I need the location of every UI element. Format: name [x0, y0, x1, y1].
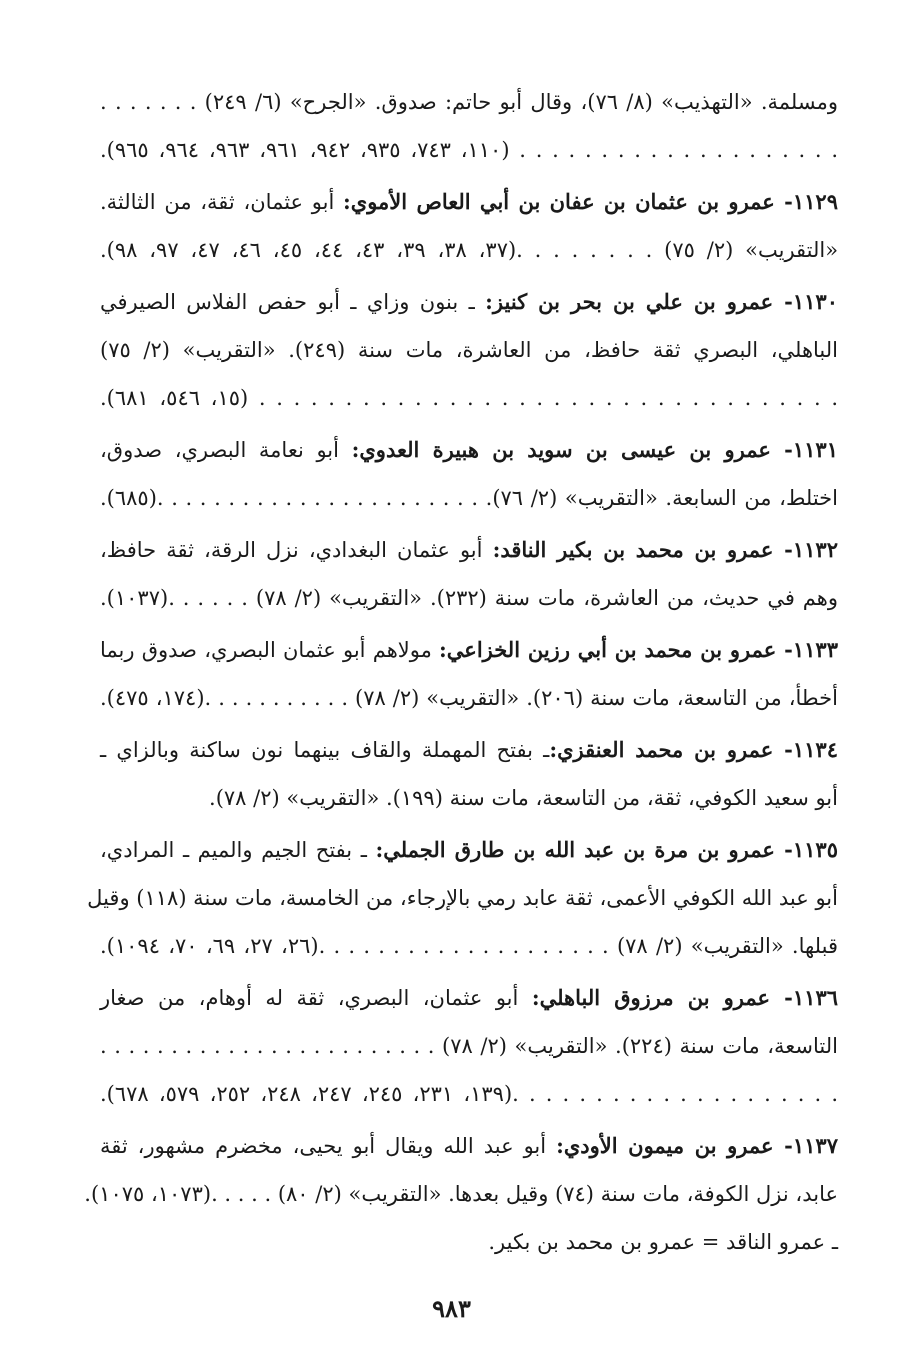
text-line: وهم في حديث، من العاشرة، مات سنة (٢٣٢). «التقريب» (٢/ ٧٨) . . . . . .(١٠٣٧).	[100, 586, 838, 610]
text-line: أبو عبد الله الكوفي الأعمى، ثقة عابد رمي بالإرجاء، من الخامسة، مات سنة (١١٨) وقيل	[87, 886, 838, 910]
text-line: . . . . . . . . . . . . . . . . . . . .(١٣٩، ٢٣١، ٢٤٥، ٢٤٧، ٢٤٨، ٢٥٢، ٥٧٩، ٦٧٨).	[100, 1082, 839, 1106]
entry-1135-heading: ١١٣٥- عمرو بن مرة بن عبد الله بن طارق الجملي: ـ بفتح الجيم والميم ـ المرادي،	[100, 837, 838, 862]
text-line: اختلط، من السابعة. «التقريب» (٢/ ٧٦). . . . . . . . . . . . . . . . . . . . . . . .(٦٨٥).	[100, 486, 838, 510]
document-body	[84, 78, 839, 1266]
entry-1132-heading: ١١٣٢- عمرو بن محمد بن بكير الناقد: أبو عثمان البغدادي، نزل الرقة، ثقة حافظ،	[100, 537, 838, 562]
text-line: التاسعة، مات سنة (٢٢٤). «التقريب» (٢/ ٧٨) . . . . . . . . . . . . . . . . . . . . . . . .	[100, 1034, 838, 1058]
page-number: ٩٨٣	[432, 1294, 471, 1323]
text-line: «التقريب» (٢/ ٧٥) . . . . . . . .(٣٧، ٣٨، ٣٩، ٤٣، ٤٤، ٤٥، ٤٦، ٤٧، ٩٧، ٩٨).	[100, 238, 839, 262]
entry-1133-heading: ١١٣٣- عمرو بن محمد بن أبي رزين الخزاعي: مولاهم أبو عثمان البصري، صدوق ربما	[100, 637, 838, 662]
entry-1137-heading: ١١٣٧- عمرو بن ميمون الأودي: أبو عبد الله ويقال أبو يحيى، مخضرم مشهور، ثقة	[100, 1133, 838, 1158]
entry-1129-heading: ١١٢٩- عمرو بن عثمان بن عفان بن أبي العاص الأموي: أبو عثمان، ثقة، من الثالثة.	[100, 189, 838, 214]
text-line: عابد، نزل الكوفة، مات سنة (٧٤) وقيل بعدها. «التقريب» (٢/ ٨٠) . . . . .(١٠٧٣، ١٠٧٥).	[84, 1182, 838, 1206]
text-line: . . . . . . . . . . . . . . . . . . . . . . . . . . . . . . . . . . (١٥، ٥٤٦، ٦٨١).	[100, 386, 838, 410]
text-line: أخطأ، من التاسعة، مات سنة (٢٠٦). «التقريب» (٢/ ٧٨) . . . . . . . . . . .(١٧٤، ٤٧٥).	[100, 686, 838, 710]
entry-1136-heading: ١١٣٦- عمرو بن مرزوق الباهلي: أبو عثمان، البصري، ثقة له أوهام، من صغار	[100, 985, 839, 1010]
text-line: أبو سعيد الكوفي، ثقة، من التاسعة، مات سنة (١٩٩). «التقريب» (٢/ ٧٨).	[209, 786, 838, 810]
entry-1134-heading: ١١٣٤- عمرو بن محمد العنقزي:ـ بفتح المهملة والقاف بينهما نون ساكنة وبالزاي ـ	[100, 737, 838, 762]
text-line: الباهلي، البصري ثقة حافظ، من العاشرة، مات سنة (٢٤٩). «التقريب» (٢/ ٧٥)	[100, 338, 838, 362]
entry-1131-heading: ١١٣١- عمرو بن عيسى بن سويد بن هبيرة العدوي: أبو نعامة البصري، صدوق،	[100, 437, 838, 462]
text-line: . . . . . . . . . . . . . . . . . . . . (١١٠، ٧٤٣، ٩٣٥، ٩٤٢، ٩٦١، ٩٦٣، ٩٦٤، ٩٦٥).	[100, 138, 839, 162]
text-line: ومسلمة. «التهذيب» (٨/ ٧٦)، وقال أبو حاتم: صدوق. «الجرح» (٦/ ٢٤٩) . . . . . . .	[100, 90, 838, 114]
text-line: قبلها. «التقريب» (٢/ ٧٨) . . . . . . . . . . . . . . . . . . . .(٢٦، ٢٧، ٦٩، ٧٠، ١٠٩٤).	[100, 934, 839, 958]
cross-reference-note: ـ عمرو الناقد = عمرو بن محمد بن بكير.	[488, 1230, 838, 1254]
entry-1130-heading: ١١٣٠- عمرو بن علي بن بحر بن كنيز: ـ بنون وزاي ـ أبو حفص الفلاس الصيرفي	[100, 289, 838, 314]
